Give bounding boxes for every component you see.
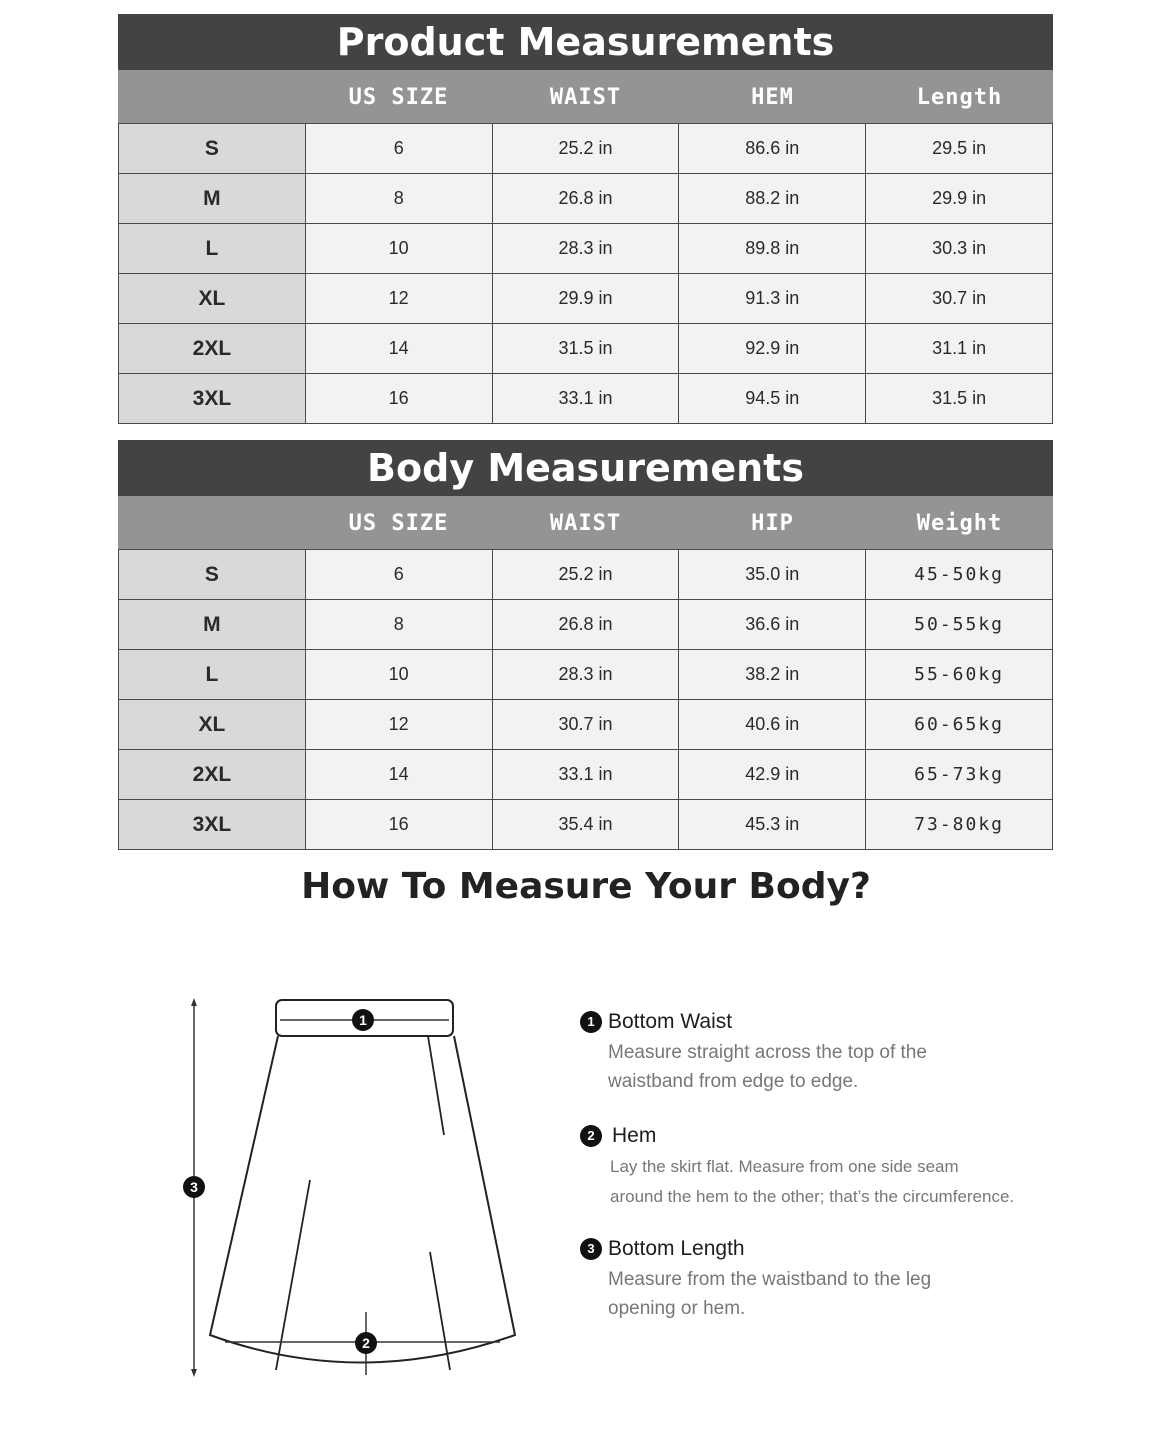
table-cell: 50-55kg — [866, 600, 1053, 650]
how-to-measure-title: How To Measure Your Body? — [301, 866, 871, 907]
product-header-us-size: US SIZE — [348, 85, 449, 110]
product-header-length: Length — [916, 85, 1003, 110]
table-cell: 94.5 in — [679, 374, 866, 424]
table-row — [119, 550, 1053, 600]
marker-2-icon — [355, 1332, 377, 1354]
body-header-cell — [118, 496, 305, 549]
instruction-line: Measure from the waistband to the leg — [608, 1269, 932, 1290]
product-header-row — [118, 70, 1053, 123]
table-cell: 55-60kg — [866, 650, 1053, 700]
table-cell: 6 — [305, 550, 492, 600]
table-cell: 88.2 in — [679, 174, 866, 224]
product-header-hem: HEM — [751, 85, 794, 110]
size-label-cell: 2XL — [119, 324, 306, 374]
svg-text:1: 1 — [359, 1012, 367, 1028]
body-header-hip: HIP — [751, 511, 794, 536]
instruction-line: opening or hem. — [608, 1298, 746, 1319]
table-cell: 35.4 in — [492, 800, 679, 850]
size-label-cell: 3XL — [119, 374, 306, 424]
table-cell: 35.0 in — [679, 550, 866, 600]
table-cell: 40.6 in — [679, 700, 866, 750]
table-cell: 45-50kg — [866, 550, 1053, 600]
size-label-cell: M — [119, 600, 306, 650]
body-header-row — [118, 496, 1053, 549]
table-cell: 16 — [305, 374, 492, 424]
table-cell: 28.3 in — [492, 650, 679, 700]
table-cell: 38.2 in — [679, 650, 866, 700]
table-cell: 33.1 in — [492, 750, 679, 800]
table-cell: 10 — [305, 224, 492, 274]
number-3-icon: 3 — [580, 1238, 602, 1260]
instruction-title: Bottom Length — [608, 1237, 745, 1260]
table-cell: 10 — [305, 650, 492, 700]
table-cell: 30.7 in — [866, 274, 1053, 324]
table-cell: 45.3 in — [679, 800, 866, 850]
size-label-cell: 2XL — [119, 750, 306, 800]
instruction-title: Hem — [612, 1124, 657, 1147]
instruction-hem — [580, 1124, 1060, 1212]
table-row — [119, 374, 1053, 424]
body-table-body — [119, 550, 1053, 850]
size-label-cell: XL — [119, 700, 306, 750]
table-cell: 31.5 in — [866, 374, 1053, 424]
table-cell: 92.9 in — [679, 324, 866, 374]
instruction-line: Lay the skirt flat. Measure from one side seam — [610, 1157, 959, 1176]
table-cell: 86.6 in — [679, 124, 866, 174]
table-cell: 25.2 in — [492, 550, 679, 600]
size-label-cell: S — [119, 550, 306, 600]
product-table-body — [119, 124, 1053, 424]
table-cell: 29.5 in — [866, 124, 1053, 174]
product-measurements-table — [118, 123, 1053, 424]
instruction-title-row — [580, 1237, 1060, 1261]
table-cell: 12 — [305, 700, 492, 750]
table-cell: 36.6 in — [679, 600, 866, 650]
table-cell: 91.3 in — [679, 274, 866, 324]
number-2-icon: 2 — [580, 1125, 602, 1147]
table-cell: 6 — [305, 124, 492, 174]
table-cell: 30.7 in — [492, 700, 679, 750]
instruction-line: around the hem to the other; that’s the circumference. — [610, 1187, 1015, 1206]
table-cell: 73-80kg — [866, 800, 1053, 850]
marker-3-icon — [183, 1176, 205, 1198]
table-cell: 30.3 in — [866, 224, 1053, 274]
number-1-icon: 1 — [580, 1011, 602, 1033]
table-row — [119, 750, 1053, 800]
table-row — [119, 124, 1053, 174]
size-label-cell: M — [119, 174, 306, 224]
instruction-title-row — [580, 1124, 1060, 1148]
instruction-line: Measure straight across the top of the — [608, 1042, 927, 1063]
product-header-waist: WAIST — [549, 85, 622, 110]
table-cell: 65-73kg — [866, 750, 1053, 800]
instruction-description — [608, 1038, 1060, 1096]
table-cell: 31.5 in — [492, 324, 679, 374]
table-cell: 42.9 in — [679, 750, 866, 800]
size-label-cell: S — [119, 124, 306, 174]
svg-text:3: 3 — [190, 1179, 198, 1195]
body-header-waist: WAIST — [549, 511, 622, 536]
body-measurements-table — [118, 549, 1053, 850]
table-cell: 29.9 in — [866, 174, 1053, 224]
body-measurements-section — [118, 440, 1053, 850]
marker-1-icon — [352, 1009, 374, 1031]
body-measurements-title: Body Measurements — [118, 440, 1053, 496]
instruction-description — [610, 1152, 1060, 1212]
table-row — [119, 224, 1053, 274]
product-measurements-section — [118, 14, 1053, 424]
table-cell: 14 — [305, 324, 492, 374]
instruction-description — [608, 1265, 1060, 1323]
skirt-diagram — [170, 990, 540, 1390]
table-cell: 26.8 in — [492, 174, 679, 224]
table-cell: 16 — [305, 800, 492, 850]
size-label-cell: XL — [119, 274, 306, 324]
table-cell: 26.8 in — [492, 600, 679, 650]
table-cell: 29.9 in — [492, 274, 679, 324]
instruction-line: waistband from edge to edge. — [608, 1071, 859, 1092]
instruction-title: Bottom Waist — [608, 1010, 733, 1033]
svg-text:2: 2 — [362, 1335, 370, 1351]
table-cell: 89.8 in — [679, 224, 866, 274]
instruction-bottom-length — [580, 1237, 1060, 1323]
table-cell: 28.3 in — [492, 224, 679, 274]
table-cell: 8 — [305, 174, 492, 224]
product-measurements-title: Product Measurements — [118, 14, 1053, 70]
table-row — [119, 174, 1053, 224]
product-header-cell — [118, 70, 305, 123]
table-row — [119, 650, 1053, 700]
size-label-cell: L — [119, 650, 306, 700]
table-cell: 31.1 in — [866, 324, 1053, 374]
size-label-cell: 3XL — [119, 800, 306, 850]
table-row — [119, 274, 1053, 324]
table-row — [119, 800, 1053, 850]
table-row — [119, 324, 1053, 374]
size-label-cell: L — [119, 224, 306, 274]
body-header-us-size: US SIZE — [348, 511, 449, 536]
table-row — [119, 600, 1053, 650]
body-header-weight: Weight — [916, 511, 1003, 536]
instruction-title-row — [580, 1010, 1060, 1034]
table-row — [119, 700, 1053, 750]
table-cell: 12 — [305, 274, 492, 324]
table-cell: 33.1 in — [492, 374, 679, 424]
table-cell: 8 — [305, 600, 492, 650]
table-cell: 25.2 in — [492, 124, 679, 174]
table-cell: 60-65kg — [866, 700, 1053, 750]
table-cell: 14 — [305, 750, 492, 800]
instruction-bottom-waist — [580, 1010, 1060, 1096]
